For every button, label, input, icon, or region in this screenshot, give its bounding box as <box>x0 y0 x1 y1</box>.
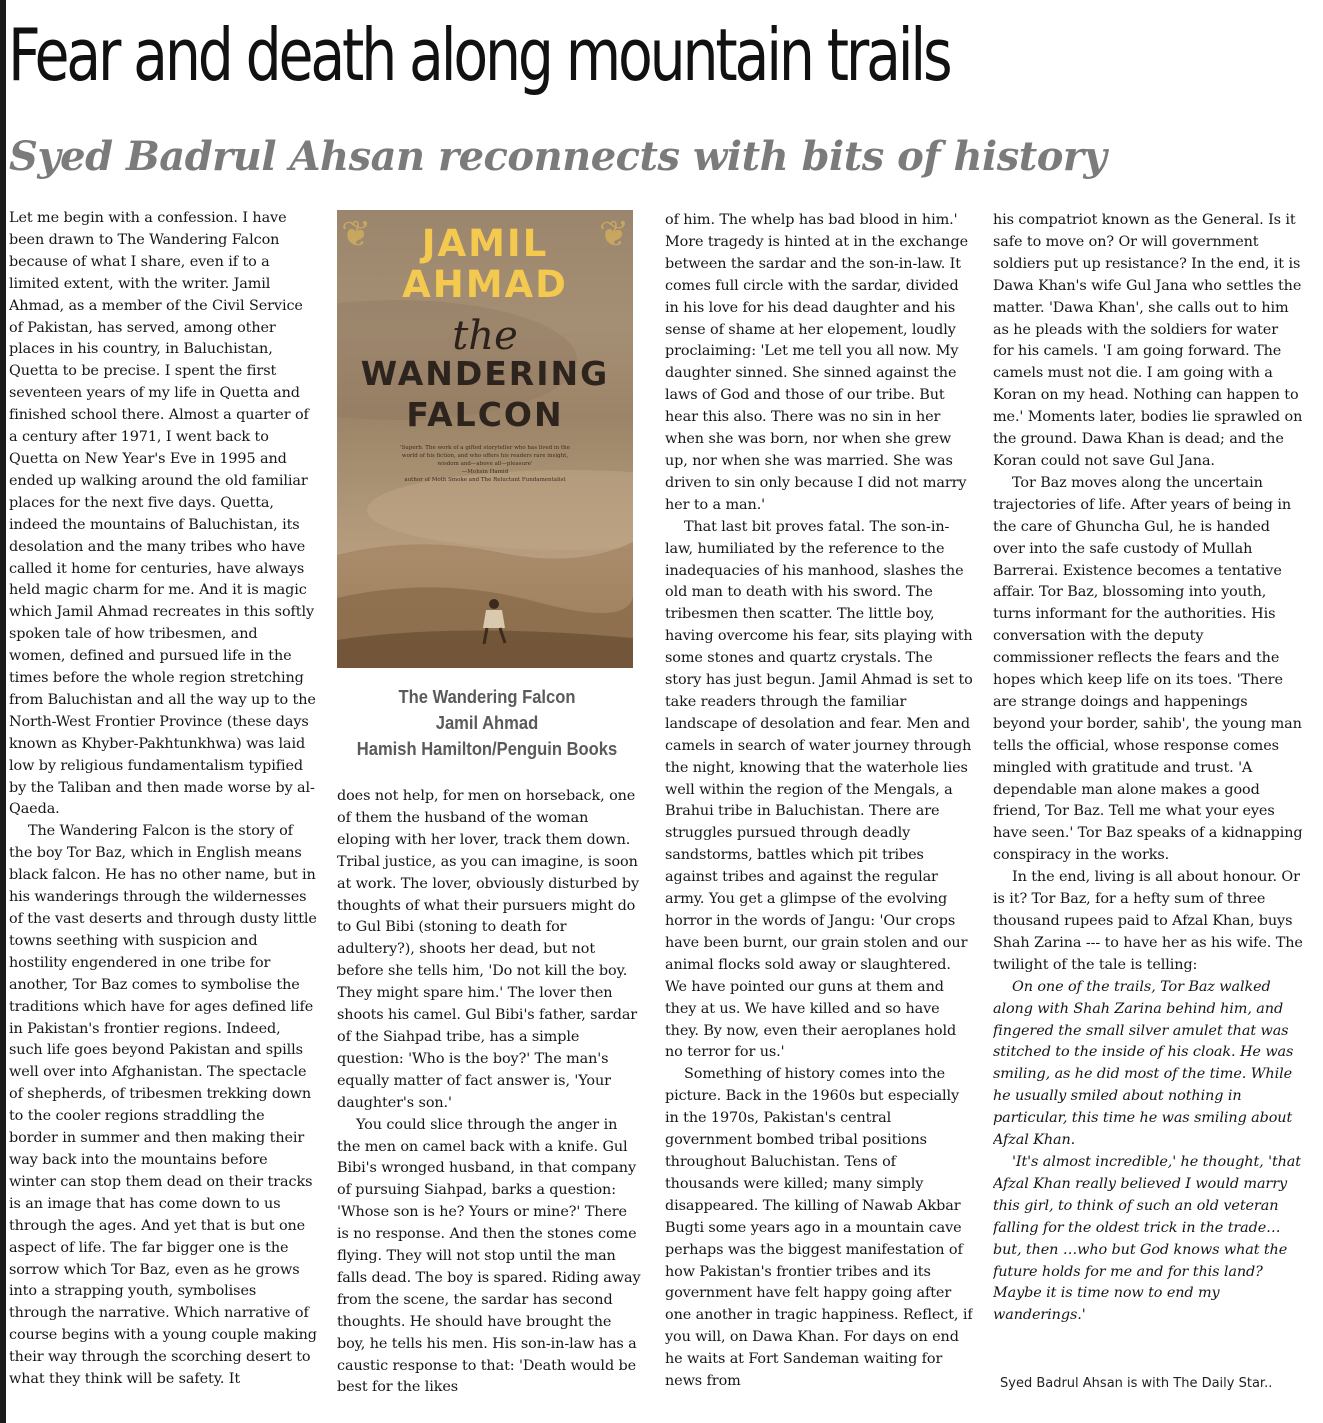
paragraph: That last bit proves fatal. The son-in-law, humiliated by the reference to the inadequacies of his manhood, slashes the old man to death with his sword. The tribesmen then scatter. The little boy, having overcome his fear, sits playing with some stones and quartz crystals. The story has just begun. Jamil Ahmad is set to take readers through the familiar landscape of desolation and fear. Men and camels in search of water journey through the night, knowing that the waterhole lies well within the region of the Mengals, a Brahui tribe in Baluchistan. There are struggles pursued through deadly sandstorms, battles which pit tribes against tribes and against the regular army. You get a glimpse of the evolving horror in the words of Jangu: 'Our crops have been burnt, our grain stolen and our animal flocks sold away or slaughtered. We have pointed our guns at them and they at us. We have killed and so have they. By now, even their aeroplanes hold no terror for us.' <box>665 518 973 1061</box>
caption-author: Jamil Ahmad <box>435 713 539 733</box>
paragraph: You could slice through the anger in the men on camel back with a knife. Gul Bibi's wronged husband, in that company of pursuing Siahpad, barks a question: 'Whose son is he? Yours or mine?' There is no response. And then the stones come flying. They will not stop until the man falls dead. The boy is spared. Riding away from the scene, the sardar has second thoughts. He should have brought the boy, he tells his men. His son-in-law has a caustic response to that: 'Death would be best for the likes <box>337 1116 641 1396</box>
paragraph: The Wandering Falcon is the story of the boy Tor Baz, which in English means black falcon. He has no other name, but in his wanderings through the wildernesses of the vast deserts and through dusty little towns seething with suspicion and hostility engendered in one tribe for another, Tor Baz comes to symbolise the traditions which have for ages defined life in Pakistan's frontier regions. Indeed, such life goes beyond Pakistan and spills well over into Afghanistan. The spectacle of shepherds, of tribesmen trekking down to the cooler regions straddling the border in summer and then making their way back into the mountains before winter can stop them dead on their tracks is an image that has come down to us through the ages. And yet that is but one aspect of life. The far bigger one is the sorrow which Tor Baz, even as he grows into a strapping youth, symbolises through the narrative. Which narrative of course begins with a young couple making their way through the scorching desert to what they think will be safety. It <box>9 823 317 1388</box>
quoted-excerpt: On one of the trails, Tor Baz walked along with Shah Zarina behind him, and fingered the small silver amulet that was stitched to the inside of his cloak. He was smiling, as he did most of the time. While he usually smiled about nothing in particular, this time he was smiling about Afzal Khan. <box>993 978 1294 1149</box>
article-column-3 <box>665 210 973 1398</box>
cover-author-line: AHMAD <box>402 263 568 306</box>
paragraph: Tor Baz moves along the uncertain trajectories of life. After years of being in the care of Ghuncha Gul, he is handed over into the safe custody of Mullah Barrerai. Existence becomes a tentative affair. Tor Baz, blossoming into youth, turns informant for the authorities. His conversation with the deputy commissioner reflects the fears and the hopes which keep life on its toes. 'There are strange doings and happenings beyond your border, sahib', the young man tells the official, whose response comes mingled with gratitude and trust. 'A dependable man alone makes a good friend, Tor Baz. Tell me what your eyes have seen.' Tor Baz speaks of a kidnapping conspiracy in the works. <box>993 474 1303 864</box>
book-caption <box>337 684 637 762</box>
paragraph: does not help, for men on horseback, one of them the husband of the woman eloping with her lover, track them down. Tribal justice, as you can imagine, is soon at work. The lover, obviously disturbed by thoughts of what their pursuers might do to Gul Bibi (stoning to death for adultery?), shoots her dead, but not before she tells him, 'Do not kill the boy. They might spare him.' The lover then shoots his camel. Gul Bibi's father, sardar of the Siahpad tribe, has a simple question: 'Who is the boy?' The man's equally matter of fact answer is, 'Your daughter's son.' <box>337 788 640 1111</box>
caption-title: The Wandering Falcon <box>398 687 576 707</box>
article-column-1 <box>9 208 317 1398</box>
paragraph: of him. The whelp has bad blood in him.' More tragedy is hinted at in the exchange between the sardar and the son-in-law. It comes full circle with the sardar, divided in his love for his dead daughter and his sense of shame at her elopement, loudly proclaiming: 'Let me tell you all now. My daughter sinned. She sinned against the laws of God and those of our tribe. But hear this also. There was no sin in her when she was born, nor when she grew up, nor when she was married. She was driven to sin only because I did not marry her to a man.' <box>665 212 969 513</box>
paragraph: In the end, living is all about honour. Or is it? Tor Baz, for a hefty sum of three thousand rupees paid to Afzal Khan, buys Shah Zarina --- to have her as his wife. The twilight of the tale is telling: <box>993 869 1303 973</box>
cover-title-line: FALCON <box>406 395 564 434</box>
article-column-4 <box>993 210 1303 1360</box>
page-edge-bar <box>0 0 6 1423</box>
paragraph: his compatriot known as the General. Is it safe to move on? Or will government soldiers put up resistance? In the end, it is Dawa Khan's wife Gul Jana who settles the matter. 'Dawa Khan', she calls out to him as he pleads with the soldiers for water for his camels. 'I am going forward. The camels must not die. I am going with a Koran on my head. Nothing can happen to me.' Moments later, bodies lie sprawled on the ground. Dawa Khan is dead; and the Koran could not save Gul Jana. <box>993 212 1303 469</box>
cover-blurb-line: world of his fiction, and who offers his readers rare insight, <box>401 453 569 459</box>
ornament-icon: ❦ <box>341 214 372 255</box>
caption-publisher: Hamish Hamilton/Penguin Books <box>356 739 618 759</box>
author-credit: Syed Badrul Ahsan is with The Daily Star.. <box>1000 1376 1273 1391</box>
paragraph: Something of history comes into the picture. Back in the 1960s but especially in the 1970s, Pakistan's central government bombed tribal positions throughout Baluchistan. Tens of thousands were killed; many simply disappeared. The killing of Nawab Akbar Bugti some years ago in a mountain cave perhaps was the biggest manifestation of how Pakistan's frontier tribes and its government have felt happy going after one another in tragic happiness. Reflect, if you will, on Dawa Khan. For days on end he waits at Fort Sandeman waiting for news from <box>665 1066 973 1390</box>
cover-author-line: JAMIL <box>421 222 549 265</box>
paragraph: Let me begin with a confession. I have been drawn to The Wandering Falcon because of what I share, even if to a limited extent, with the writer. Jamil Ahmad, as a member of the Civil Service of Pakistan, has served, among other places in his country, in Baluchistan, Quetta to be precise. I spent the first seventeen years of my life in Quetta and finished school there. Almost a quarter of a century after 1971, I went back to Quetta on New Year's Eve in 1995 and ended up walking around the old familiar places for the next five days. Quetta, indeed the mountains of Baluchistan, its desolation and the many tribes who have called it home for centuries, have always held magic charm for me. And it is magic which Jamil Ahmad recreates in this softly spoken tale of how tribesmen, and women, defined and pursued life in the times before the whole region stretching from Baluchistan and all the way up to the North-West Frontier Province (these days known as Khyber-Pakhtunkhwa) was laid low by religious fundamentalism typified by the Taliban and then made worse by al-Qaeda. <box>9 210 316 818</box>
article-column-2 <box>337 786 642 1398</box>
cover-blurb-line: author of Moth Smoke and The Reluctant Fundamentalist <box>404 477 566 483</box>
cover-the-word: the <box>452 313 518 359</box>
headline: Fear and death along mountain trails <box>8 13 950 97</box>
cover-blurb <box>375 444 595 484</box>
quoted-excerpt: 'It's almost incredible,' he thought, 'that Afzal Khan really believed I would marry this girl, to think of such an old veteran falling for the oldest trick in the trade…but, then …who but God knows what the future holds for me and for this land? Maybe it is time now to end my wanderings.' <box>993 1153 1301 1324</box>
cover-blurb-line: wisdom and—above all—pleasure' <box>437 461 533 467</box>
cover-blurb-line: —Mohsin Hamid <box>461 469 509 475</box>
book-cover-image <box>337 210 633 668</box>
ornament-icon: ❦ <box>598 214 629 255</box>
cover-title-line: WANDERING <box>360 354 610 393</box>
subheadline: Syed Badrul Ahsan reconnects with bits of history <box>9 133 1107 180</box>
cover-blurb-line: 'Superb. The work of a gifted storyteller who has lived in the <box>400 445 570 451</box>
